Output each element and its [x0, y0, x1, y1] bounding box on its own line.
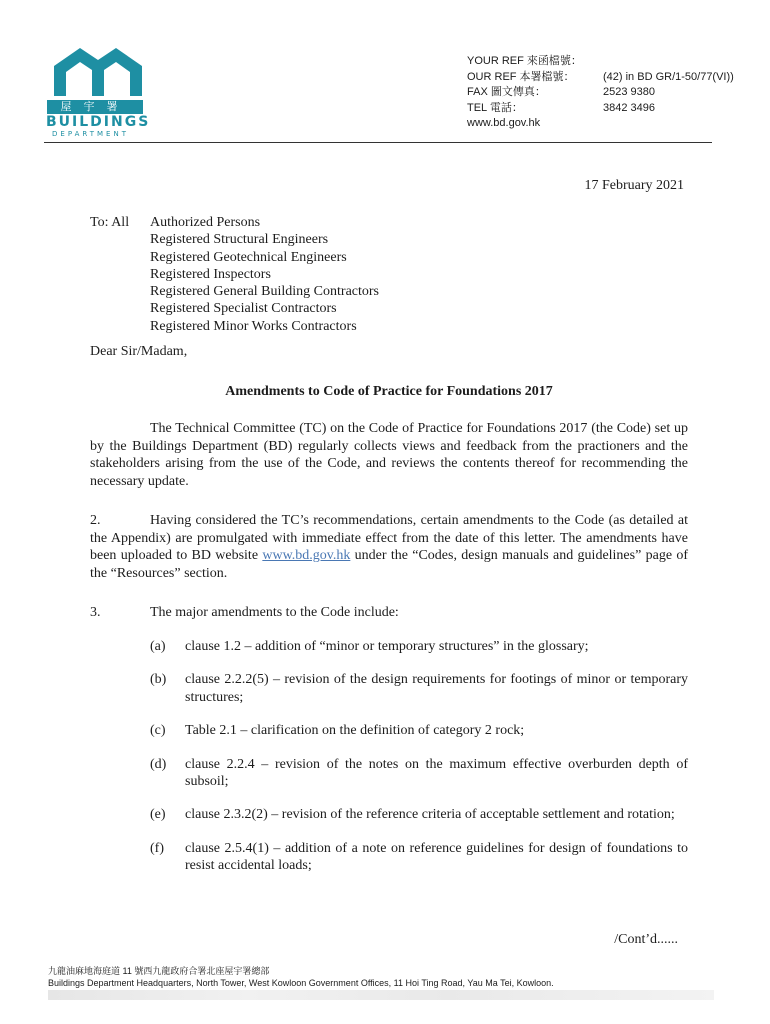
- recipient-item: Registered Structural Engineers: [150, 232, 329, 248]
- your-ref-label: YOUR REF 來函檔號：: [467, 55, 582, 67]
- bd-logo-icon: [42, 44, 154, 100]
- amendment-text: clause 2.2.2(5) – revision of the design requirements for footings of minor or temporary structures;: [185, 672, 688, 705]
- paragraph-2-number: 2.: [90, 513, 101, 528]
- recipient-item: Authorized Persons: [150, 215, 261, 230]
- paragraph-3: [90, 604, 688, 622]
- amendment-item: [150, 722, 688, 739]
- recipients-block: [90, 214, 379, 335]
- reference-block: [467, 54, 734, 132]
- amendment-label: (c): [150, 723, 166, 739]
- recipient-item: Registered General Building Contractors: [150, 284, 379, 300]
- paragraph-3-text: The major amendments to the Code include:: [150, 605, 399, 620]
- tel-value: 3842 3496: [603, 101, 655, 114]
- recipient-item: Registered Minor Works Contractors: [150, 318, 357, 334]
- our-ref-label: OUR REF 本署檔號：: [467, 70, 575, 83]
- amendment-item: [150, 671, 688, 706]
- footer-address: [48, 965, 554, 989]
- amendment-item: [150, 756, 688, 791]
- recipient-item: Registered Geotechnical Engineers: [150, 249, 347, 265]
- fax-value: 2523 9380: [603, 86, 655, 98]
- footer-address-chinese: 九龍油麻地海庭道 11 號西九龍政府合署北座屋宇署總部: [48, 966, 270, 976]
- letter-title: Amendments to Code of Practice for Foundations 2017: [225, 384, 553, 399]
- amendment-label: (f): [150, 840, 164, 856]
- amendment-text: Table 2.1 – clarification on the definition of category 2 rock;: [185, 723, 525, 739]
- amendment-label: (a): [150, 639, 166, 654]
- paragraph-3-number: 3.: [90, 605, 101, 620]
- amendment-text: clause 2.5.4(1) – addition of a note on reference guidelines for design of foundations to resist accidental loads;: [185, 840, 688, 874]
- bd-website-link[interactable]: www.bd.gov.hk: [262, 548, 351, 564]
- header-divider: [44, 142, 712, 143]
- recipients-list: [150, 214, 379, 335]
- logo-chinese-name: 屋宇署: [47, 100, 143, 114]
- logo-english-name: BUILDINGS: [46, 114, 151, 130]
- paragraph-1: The Technical Committee (TC) on the Code of Practice for Foundations 2017 (the Code) set up by the Buildings Department (BD) regularly collects views and feedback from the practioners and the stakeholders arising from the use of the Code, and reviews the contents thereof for recommending the necessary update.: [90, 421, 688, 489]
- paragraph-2-text-b: under the “Codes, design manuals and guidelines” page of the “Resources” section.: [90, 548, 688, 581]
- our-ref-value: (42) in BD GR/1-50/77(VI)): [603, 70, 734, 83]
- logo-department: DEPARTMENT: [52, 130, 129, 138]
- amendment-label: (e): [150, 807, 166, 823]
- amendment-label: (d): [150, 756, 167, 772]
- recipients-lead: To: All: [90, 215, 130, 230]
- paragraph-2: [90, 512, 688, 582]
- amendment-item: [150, 806, 688, 823]
- amendment-text: clause 1.2 – addition of “minor or temporary structures” in the glossary;: [185, 639, 589, 654]
- letter-date: 17 February 2021: [584, 178, 684, 193]
- amendment-text: clause 2.2.4 – revision of the notes on the maximum effective overburden depth of subsoil;: [185, 756, 688, 790]
- footer-address-english: Buildings Department Headquarters, North Tower, West Kowloon Government Offices, 11 Hoi Ting Road, Yau Ma Tei, Kowloon.: [48, 978, 554, 988]
- scan-artifact-strip: [48, 990, 714, 1000]
- website-text: www.bd.gov.hk: [467, 117, 541, 129]
- recipient-item: Registered Inspectors: [150, 266, 271, 282]
- bd-logo: [42, 44, 154, 100]
- amendment-item: [150, 638, 688, 655]
- amendments-list: [150, 638, 688, 891]
- amendment-item: [150, 840, 688, 875]
- amendment-label: (b): [150, 672, 167, 688]
- salutation: Dear Sir/Madam,: [90, 344, 188, 359]
- continued-marker: /Cont’d......: [614, 932, 678, 947]
- fax-label: FAX 圖文傳真：: [467, 86, 546, 98]
- paragraph-2-text-a: Having considered the TC’s recommendations, certain amendments to the Code (as detailed at the Appendix) are promulgated with immediate effect from the date of this letter. The amendments have been uploaded to BD website: [90, 513, 688, 564]
- amendment-text: clause 2.3.2(2) – revision of the reference criteria of acceptable settlement and rotation;: [185, 807, 675, 823]
- tel-label: TEL 電話：: [467, 101, 523, 114]
- recipient-item: Registered Specialist Contractors: [150, 301, 337, 317]
